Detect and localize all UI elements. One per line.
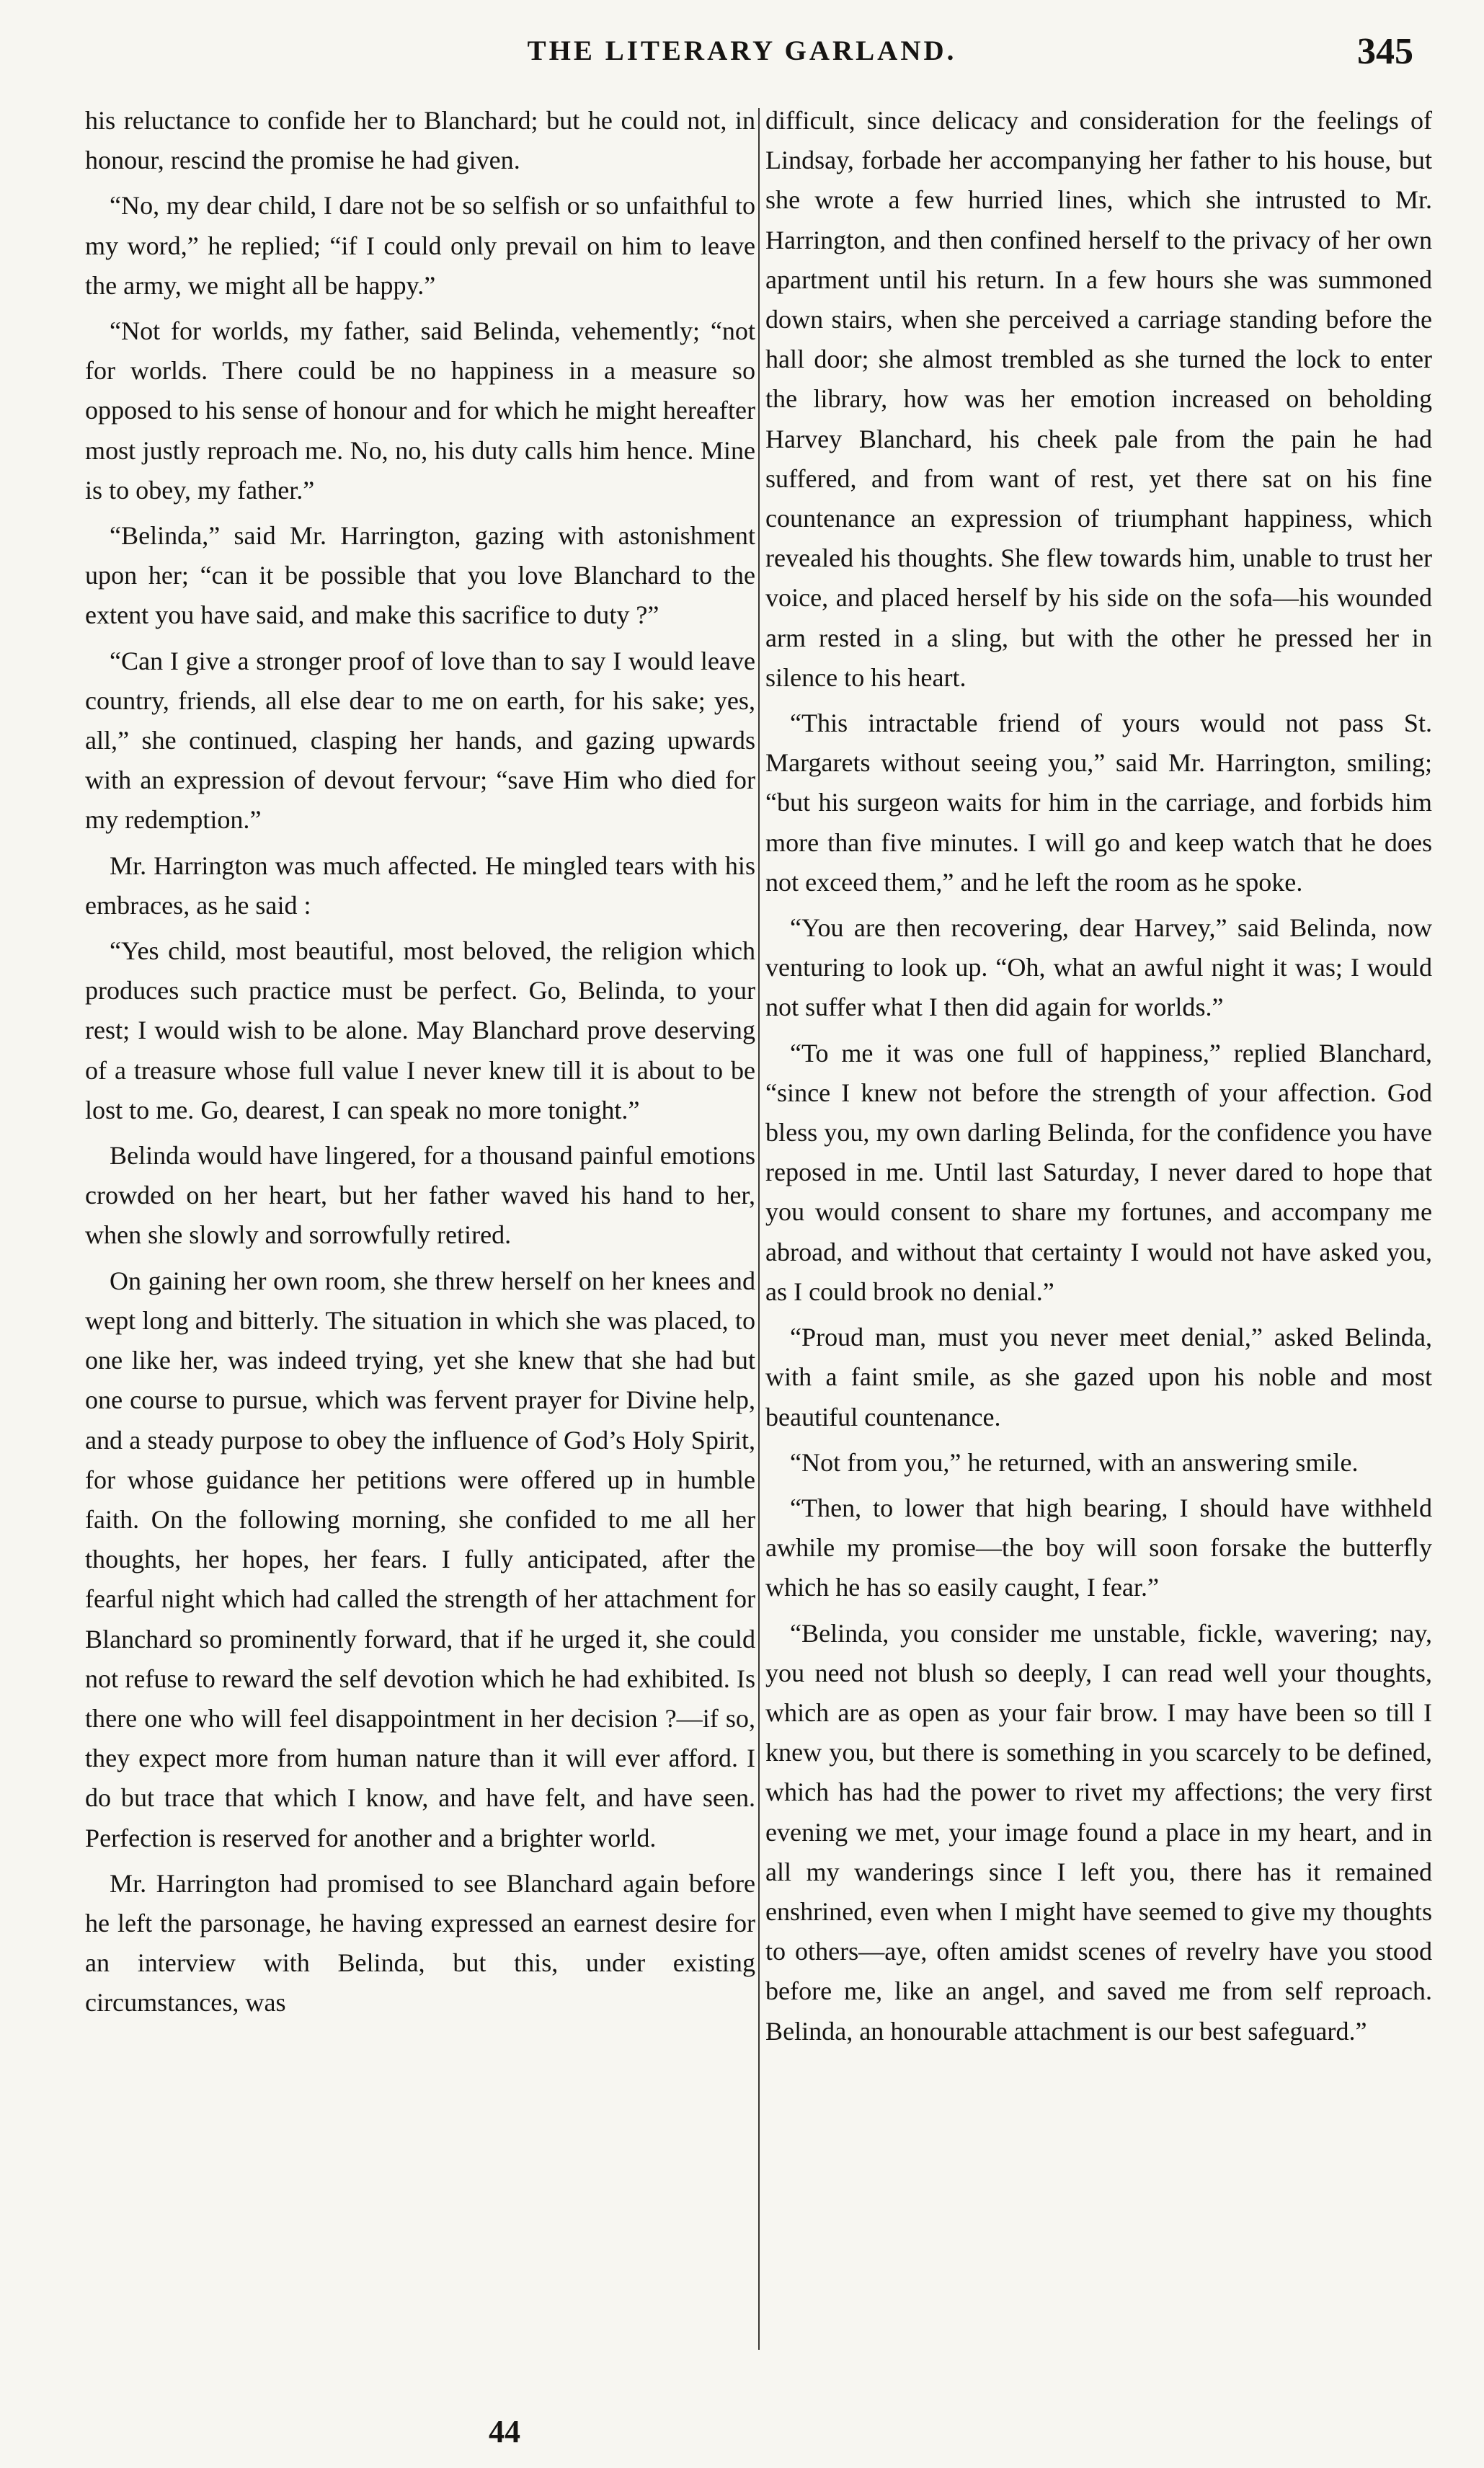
- paragraph: “You are then recovering, dear Harvey,” said Belinda, now venturing to look up. “Oh, what an awful night it was; I would not suffer what I then did again for worlds.”: [765, 913, 1432, 1022]
- column-divider: [758, 108, 760, 2350]
- paragraph: Mr. Harrington was much affected. He mingled tears with his embraces, as he said :: [85, 851, 755, 920]
- paragraph: “Proud man, must you never meet denial,” asked Belinda, with a faint smile, as she gazed upon his noble and most beautiful countenance.: [765, 1323, 1432, 1431]
- paragraph: “Belinda, you consider me unstable, fickle, wavering; nay, you need not blush so deeply, I can read well your thoughts, which are as open as your fair brow. I may have been so till I knew you, but there is something in you scarcely to be defined, which has had the power to rivet my affections; the very first evening we met, your image found a place in my heart, and in all my wanderings since I left you, there has it remained enshrined, even when I might have seemed to give my thoughts to others—aye, often amidst scenes of revelry have you stood before me, like an angel, and saved me from self reproach. Belinda, an honourable attachment is our best safeguard.”: [765, 1618, 1432, 2046]
- signature-mark: 44: [489, 2414, 520, 2449]
- paragraph: Belinda would have lingered, for a thousand painful emotions crowded on her heart, but her father waved his hand to her, when she slowly and sorrowfully retired.: [85, 1141, 755, 1250]
- paragraph: “Yes child, most beautiful, most beloved, the religion which produces such practice must be perfect. Go, Belinda, to your rest; I would wish to be alone. May Blanchard prove deserving of a treasure whose full value I never knew till it is about to be lost to me. Go, dearest, I can speak no more tonight.”: [85, 936, 755, 1124]
- paragraph: “To me it was one full of happiness,” replied Blanchard, “since I knew not before the strength of your affection. God bless you, my own darling Belinda, for the confidence you have reposed in me. Until last Saturday, I never dared to hope that you would consent to share my fortunes, and accompany me abroad, and without that certainty I would not have asked you, as I could brook no denial.”: [765, 1038, 1432, 1306]
- page-title: THE LITERARY GARLAND.: [527, 35, 957, 66]
- paragraph: “Belinda,” said Mr. Harrington, gazing with astonishment upon her; “can it be possible that you love Blanchard to the extent you have said, and make this sacrifice to duty ?”: [85, 521, 755, 630]
- running-head: [0, 30, 1484, 74]
- paragraph: difficult, since delicacy and consideration for the feelings of Lindsay, forbade her accompanying her father to his house, but she wrote a few hurried lines, which she intrusted to Mr. Harrington, and then confined herself to the privacy of her own apartment until his return. In a few hours she was summoned down stairs, when she perceived a carriage standing before the hall door; she almost trembled as she turned the lock to enter the library, how was her emotion increased on beholding Harvey Blanchard, his cheek pale from the pain he had suffered, and from want of rest, yet there sat on his fine countenance an expression of triumphant happiness, which revealed his thoughts. She flew towards him, unable to trust her voice, and placed herself by his side on the sofa—his wounded arm rested in a sling, but with the other he pressed her in silence to his heart.: [765, 106, 1432, 692]
- paragraph: “Can I give a stronger proof of love than to say I would leave country, friends, all else dear to me on earth, for his sake; yes, all,” she continued, clasping her hands, and gazing upwards with an expression of devout fervour; “save Him who died for my redemption.”: [85, 646, 755, 835]
- right-column: [765, 101, 1432, 2057]
- paragraph: Mr. Harrington had promised to see Blanchard again before he left the parsonage, he having expressed an earnest desire for an interview with Belinda, but this, under existing circumstances, was: [85, 1868, 755, 2018]
- paragraph: his reluctance to confide her to Blanchard; but he could not, in honour, rescind the promise he had given.: [85, 106, 755, 175]
- paragraph: On gaining her own room, she threw herself on her knees and wept long and bitterly. The situation in which she was placed, to one like her, was indeed trying, yet she knew that she had but one course to pursue, which was fervent prayer for Divine help, and a steady purpose to obey the influence of God’s Holy Spirit, for whose guidance her petitions were offered up in humble faith. On the following morning, she confided to me all her thoughts, her hopes, her fears. I fully anticipated, after the fearful night which had called the strength of her attachment for Blanchard so prominently forward, that if he urged it, she could not refuse to reward the self devotion which he had exhibited. Is there one who will feel disappointment in her decision ?—if so, they expect more from human nature than it will ever afford. I do but trace that which I know, and have felt, and have seen. Perfection is reserved for another and a brighter world.: [85, 1266, 755, 1852]
- page-number: 345: [1357, 31, 1413, 72]
- paragraph: “No, my dear child, I dare not be so selfish or so unfaithful to my word,” he replied; “if I could only prevail on him to leave the army, we might all be happy.”: [85, 191, 755, 300]
- left-column: [85, 101, 755, 2029]
- paragraph: “This intractable friend of yours would not pass St. Margarets without seeing you,” said Mr. Harrington, smiling; “but his surgeon waits for him in the carriage, and forbids him more than five minutes. I will go and keep watch that he does not exceed them,” and he left the room as he spoke.: [765, 709, 1432, 897]
- paragraph: “Then, to lower that high bearing, I should have withheld awhile my promise—the boy will soon forsake the butterfly which he has so easily caught, I fear.”: [765, 1493, 1432, 1602]
- paragraph: “Not from you,” he returned, with an answering smile.: [790, 1447, 1359, 1477]
- paragraph: “Not for worlds, my father, said Belinda, vehemently; “not for worlds. There could be no happiness in a measure so opposed to his sense of honour and for which he might hereafter most justly reproach me. No, no, his duty calls him hence. Mine is to obey, my father.”: [85, 316, 755, 505]
